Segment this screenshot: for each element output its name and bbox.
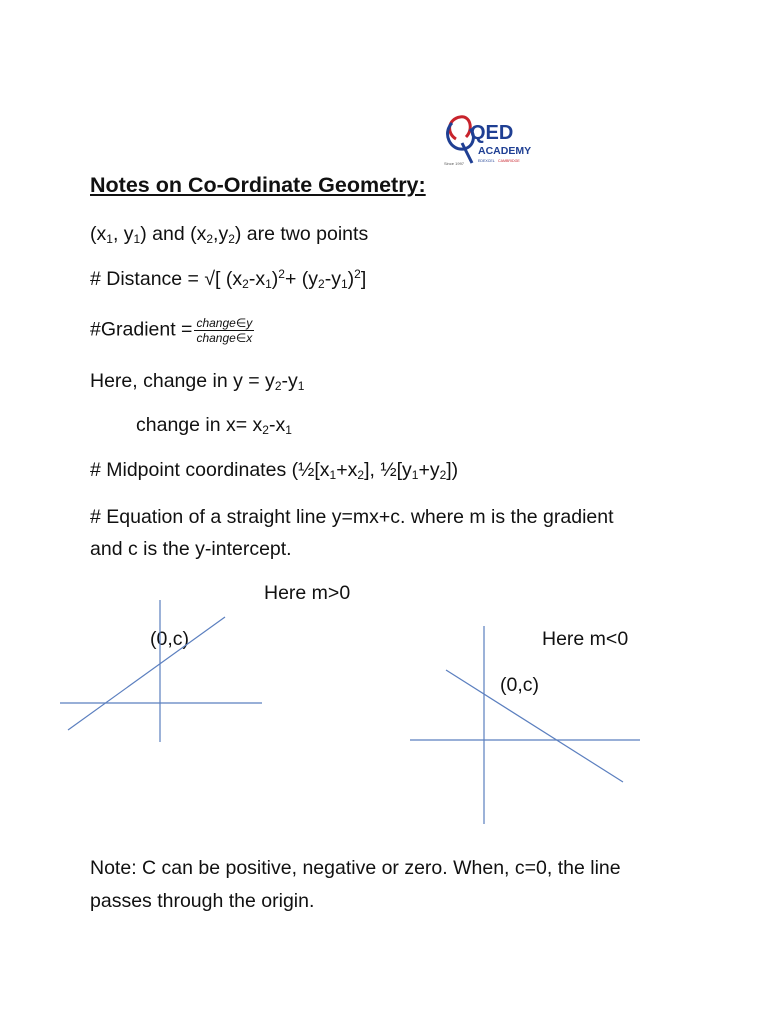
- logo-since: Since 1997: [444, 161, 465, 166]
- negative-gradient-caption: Here m<0: [542, 628, 629, 650]
- midpoint-formula: # Midpoint coordinates ($\frac{1}{2}[x_1+x_2]$, $\frac{1}{2}[y_1+y_2]$): [90, 459, 459, 482]
- positive-intercept-label: (0,c): [150, 628, 189, 650]
- equation-line-1: # Equation of a straight line y=mx+c. where m is the gradient: [90, 506, 614, 528]
- note-line-1: Note: C can be positive, negative or zero. When, c=0, the line: [90, 857, 621, 879]
- logo-title: QED: [470, 122, 514, 144]
- page-title: Notes on Co-Ordinate Geometry:: [90, 173, 426, 197]
- gradient-formula: #Gradient = $\frac{\text{change∈y}}{\text{change∈x}}$: [90, 316, 253, 345]
- negative-slope-line: [446, 670, 623, 782]
- gradient-fraction: $\frac{\text{change∈y}}{\text{change∈x}}$: [196, 316, 253, 345]
- points-line: ($x_1$, $y_1$) and $(x_2,y_2)$ are two points: [90, 223, 369, 246]
- change-in-y: Here, change in $y = y_2-y_1$: [90, 370, 305, 393]
- logo-badge-edexcel: EDEXCEL: [478, 159, 495, 163]
- positive-gradient-graph: [60, 600, 262, 742]
- positive-slope-line: [68, 617, 225, 730]
- negative-intercept-label: (0,c): [500, 674, 539, 696]
- negative-gradient-graph: [410, 626, 640, 824]
- logo-badge-cambridge: CAMBRIDGE: [498, 159, 520, 163]
- equation-line-2: and c is the y-intercept.: [90, 538, 292, 560]
- positive-gradient-caption: Here m>0: [264, 582, 351, 604]
- logo-subtitle: ACADEMY: [478, 145, 532, 157]
- distance-formula: # Distance = √[ $(x_2-x_1)^2+ (y_2-y_1)^2$]: [90, 267, 367, 291]
- change-in-x: change in $x= x_2-x_1$: [136, 414, 292, 437]
- note-line-2: passes through the origin.: [90, 890, 315, 912]
